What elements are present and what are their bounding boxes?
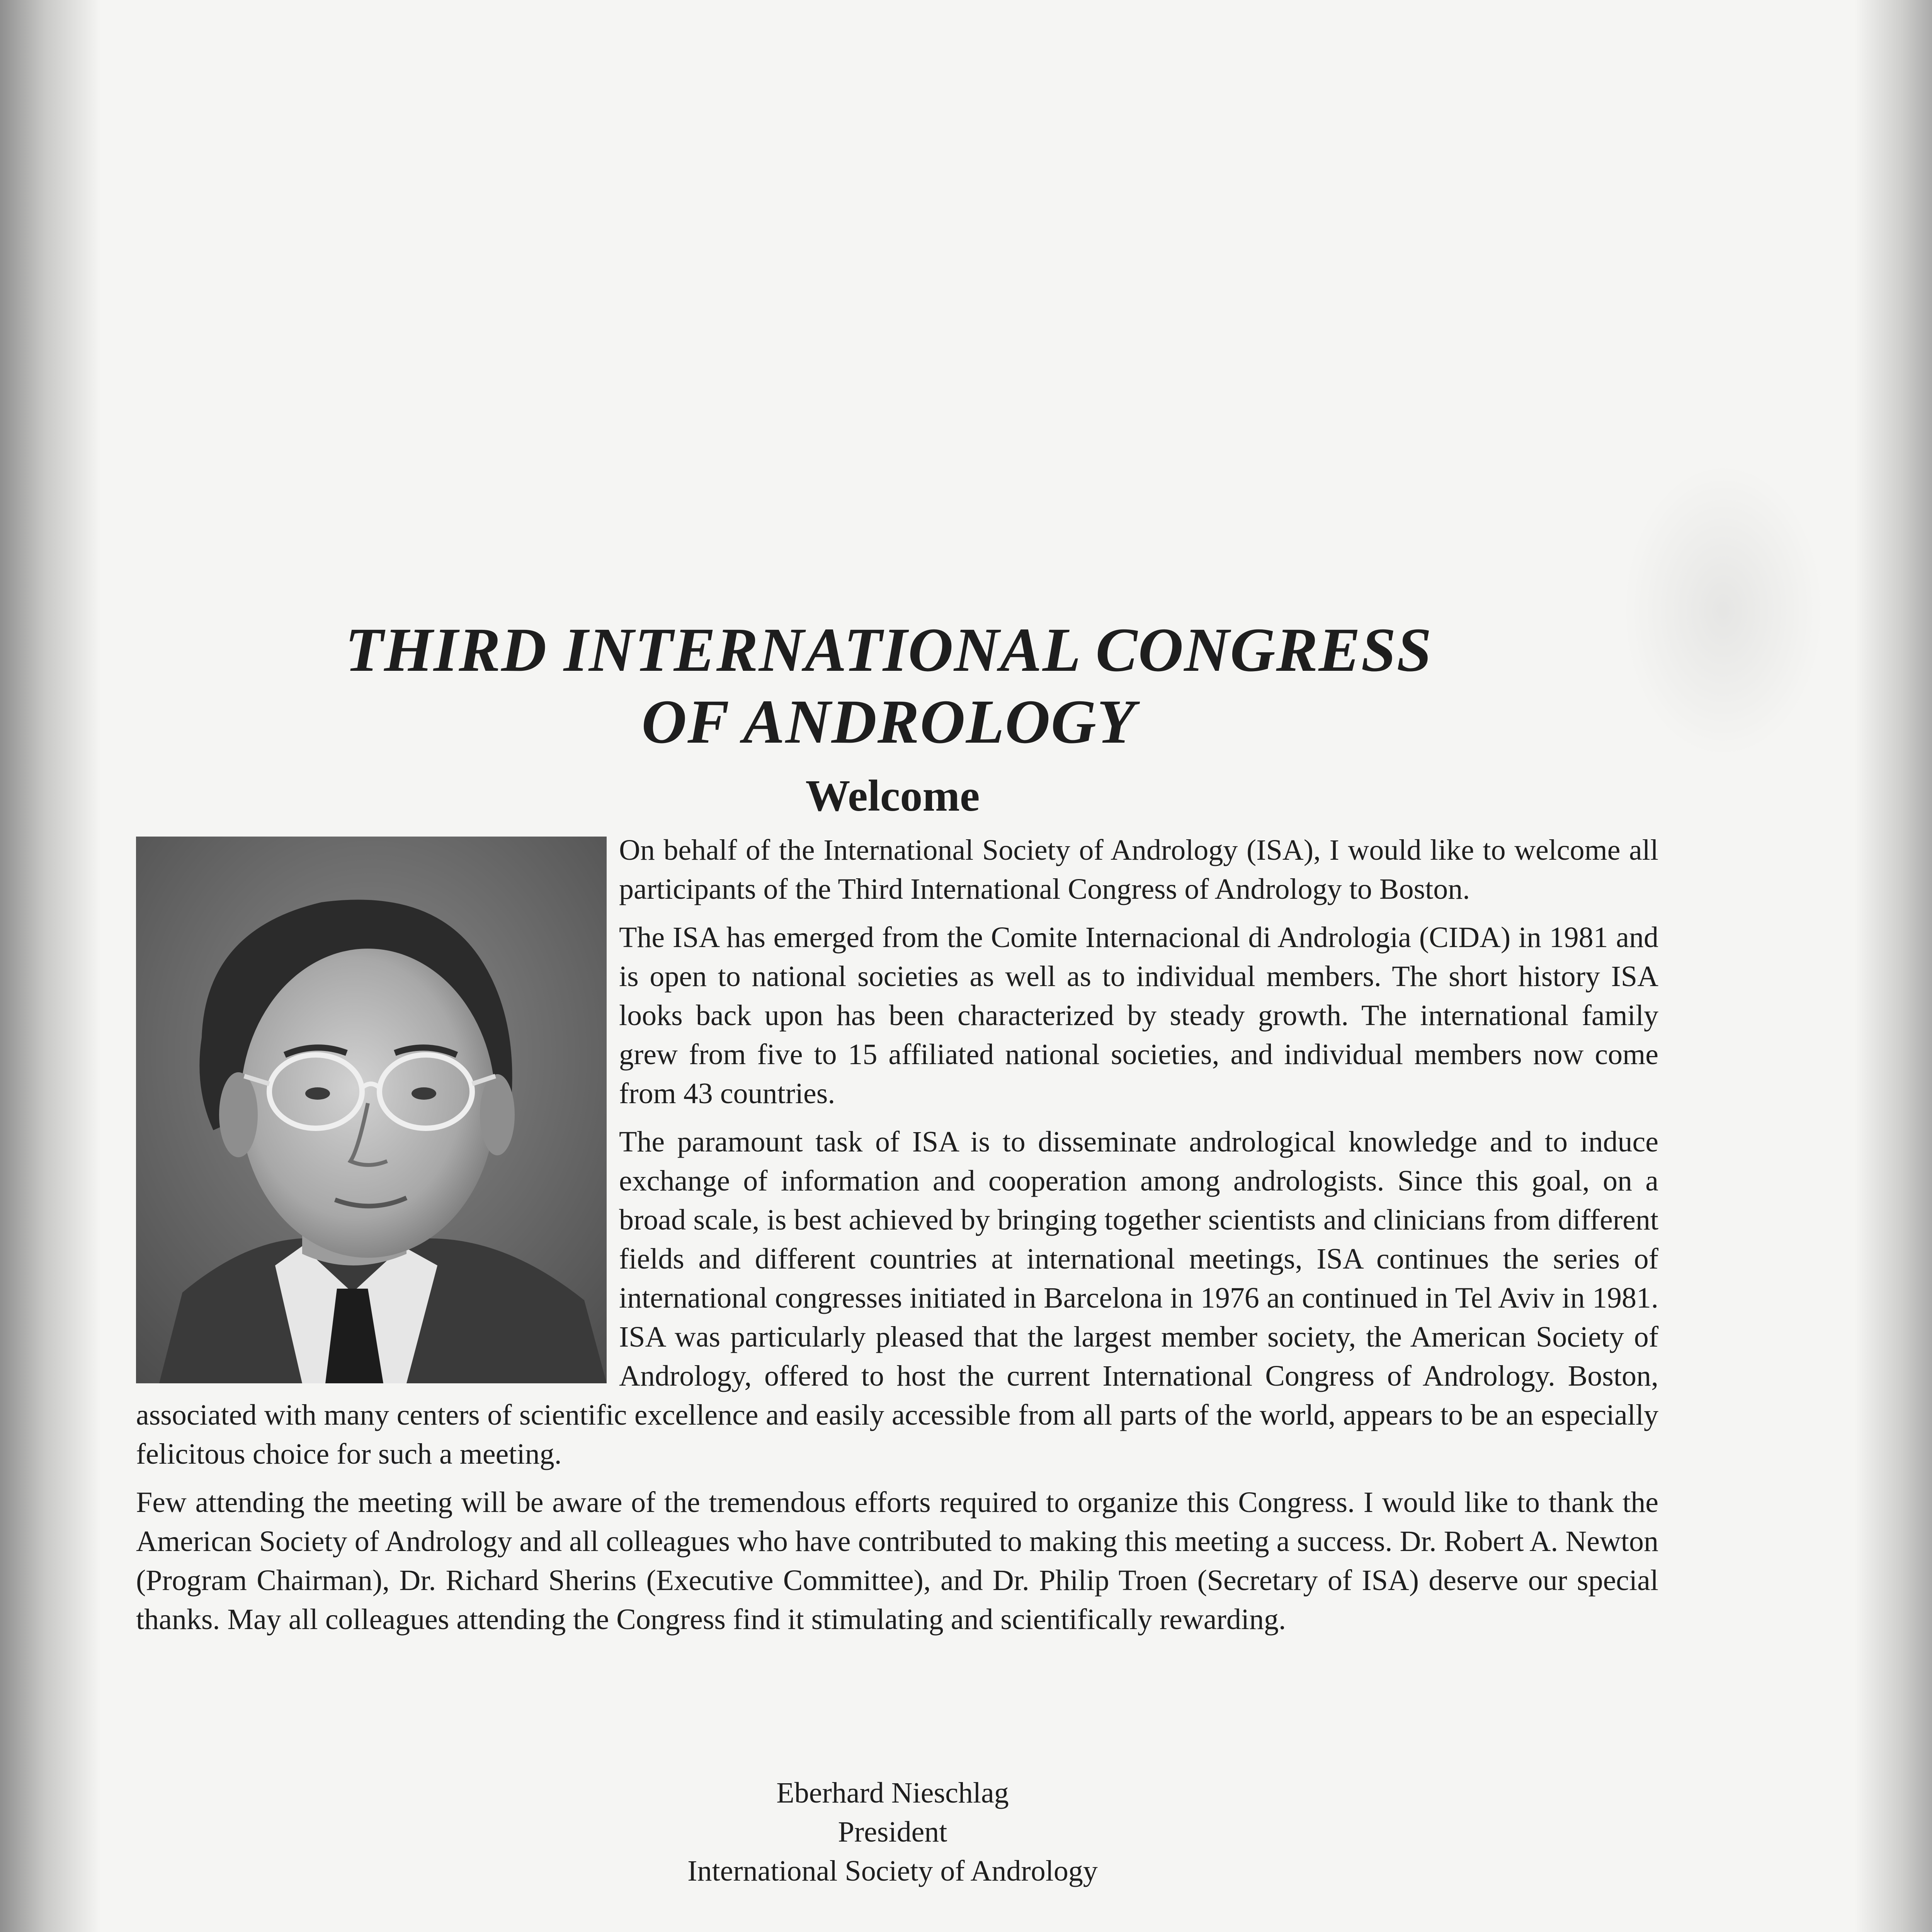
paragraph-2: The ISA has emerged from the Comite Internacional di Andrologia (CIDA) in 1981 and is open to national societies as well as to individual members. The short history ISA looks back upon has been characterized by steady growth. The international family grew from five to 15 affiliated national societies, and individual members now come from 43 countries. <box>619 921 1658 1110</box>
page-title <box>193 614 1584 758</box>
paragraph-3: The paramount task of ISA is to disseminate andrological knowledge and to induce exchange of information and cooperation among andrologists. Since this goal, on a broad scale, is best achieved by bringing together scientists and clinicians from different fields and different countries at international meetings, ISA continues the series of international congresses initiated in Barcelona in 1976 an continued in Tel Aviv in 1981. ISA was particularly pleased that the largest member society, the American Society of Andrology, offered to host the current International Congress of Andrology. Boston, associated with many centers of scientific excellence and easily accessible from all parts of the world, appears to be an especially felicitous choice for such a meeting. <box>136 1126 1658 1470</box>
scan-edge-right <box>1855 0 1932 1932</box>
paragraph-4: Few attending the meeting will be aware of the tremendous efforts required to organize this Congress. I would like to thank the American Society of Andrology and all colleagues who have contributed to making this meeting a success. Dr. Robert A. Newton (Program Chairman), Dr. Richard Sherins (Executive Committee), and Dr. Philip Troen (Secretary of ISA) deserve our special thanks. May all colleagues attending the Congress find it stimulating and scientifically rewarding. <box>136 1486 1658 1636</box>
page-bleed-through <box>1623 464 1824 757</box>
photo-wrap-spacer <box>136 831 619 1391</box>
signature-block <box>541 1774 1244 1891</box>
paragraph-1: On behalf of the International Society of Andrology (ISA), I would like to welcome all participants of the Third International Congress of Andrology to Boston. <box>619 834 1658 905</box>
scan-edge-left <box>0 0 100 1932</box>
signatory-role: President <box>838 1816 947 1848</box>
title-line-2: OF ANDROLOGY <box>641 687 1136 757</box>
signatory-name: Eberhard Nieschlag <box>776 1777 1009 1809</box>
welcome-letter-body <box>136 831 1658 1648</box>
signatory-organization: International Society of Andrology <box>687 1855 1098 1887</box>
title-line-1: THIRD INTERNATIONAL CONGRESS <box>345 616 1432 685</box>
welcome-heading: Welcome <box>805 771 980 821</box>
